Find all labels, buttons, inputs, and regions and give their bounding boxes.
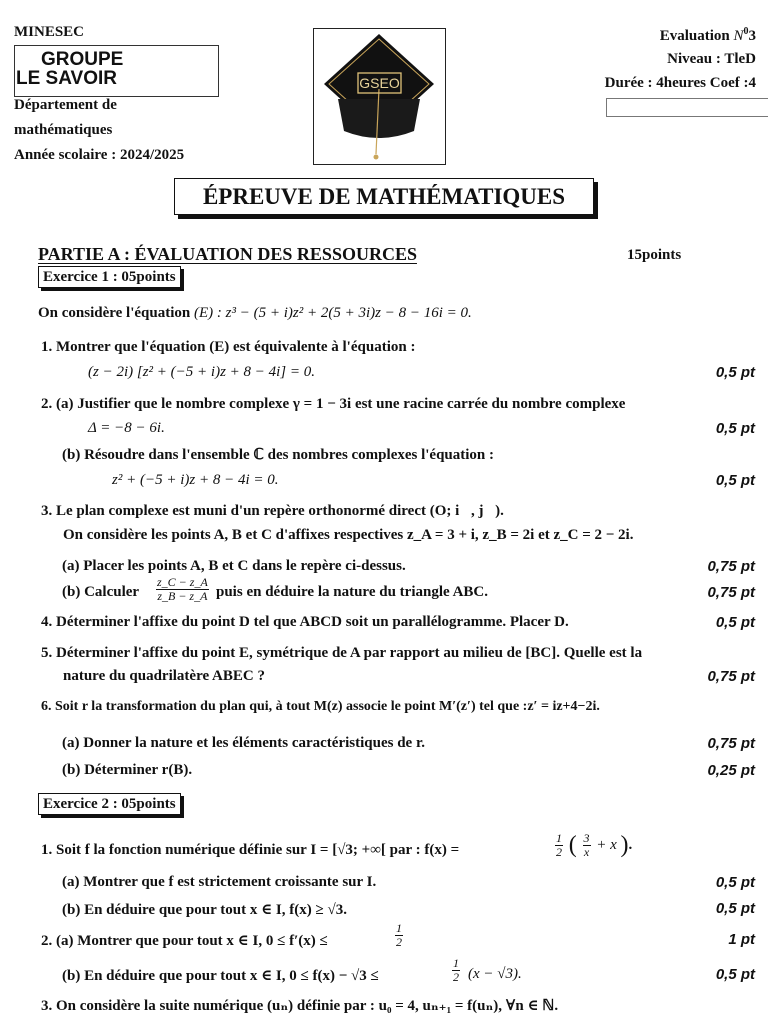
groupe-line-1: GROUPE <box>41 49 124 70</box>
groupe-logo-box <box>14 45 219 97</box>
evaluation-number: Evaluation $N^03$ <box>659 26 756 44</box>
exercise-2-title: Exercice 2 : 05points <box>38 793 181 815</box>
page-title: ÉPREUVE DE MATHÉMATIQUES <box>174 178 594 215</box>
minesec-label: MINESEC <box>14 24 85 40</box>
duree-coef: Durée : 4heures Coef :4 <box>604 75 756 91</box>
partie-points: 15points <box>627 247 682 263</box>
ex2-q2b: (b) En déduire que pour tout x ∈ I, 0 ≤ f(x) − √3 ≤ $\frac{1}{2}$ (x − √3). 0,5 pt <box>62 956 755 984</box>
departement-line-1: Département de <box>14 97 117 113</box>
score-field[interactable] <box>606 98 768 117</box>
groupe-line-2: LE SAVOIR <box>16 68 117 89</box>
partie-heading: PARTIE A : ÉVALUATION DES RESSOURCES <box>38 244 417 264</box>
ex2-q2a: 2. (a) Montrer que pour tout x ∈ I, 0 ≤ f′(x) ≤ $\frac{1}{2}$ 1 pt <box>41 921 755 949</box>
departement-line-2: mathématiques <box>14 122 113 138</box>
ex2-q1: 1. Soit f la fonction numérique définie sur I = [√3; +∞[ par : f(x) = $\frac{1}{2}$ ( $\frac{3}{x}$ + x ). <box>41 831 633 859</box>
graduation-cap-icon <box>314 29 445 164</box>
svg-text:GSEO: GSEO <box>359 75 400 91</box>
niveau: Niveau : TleD <box>667 51 756 67</box>
school-logo <box>313 28 446 165</box>
exercise-1-title: Exercice 1 : 05points <box>38 266 181 288</box>
annee-scolaire: Année scolaire : 2024/2025 <box>14 147 185 163</box>
ex1-q3b: (b) Calculer $\frac{z\_C - z\_A}{z\_B - z\_A}$ puis en déduire la nature du triangle ABC. 0,75 pt <box>62 575 755 603</box>
